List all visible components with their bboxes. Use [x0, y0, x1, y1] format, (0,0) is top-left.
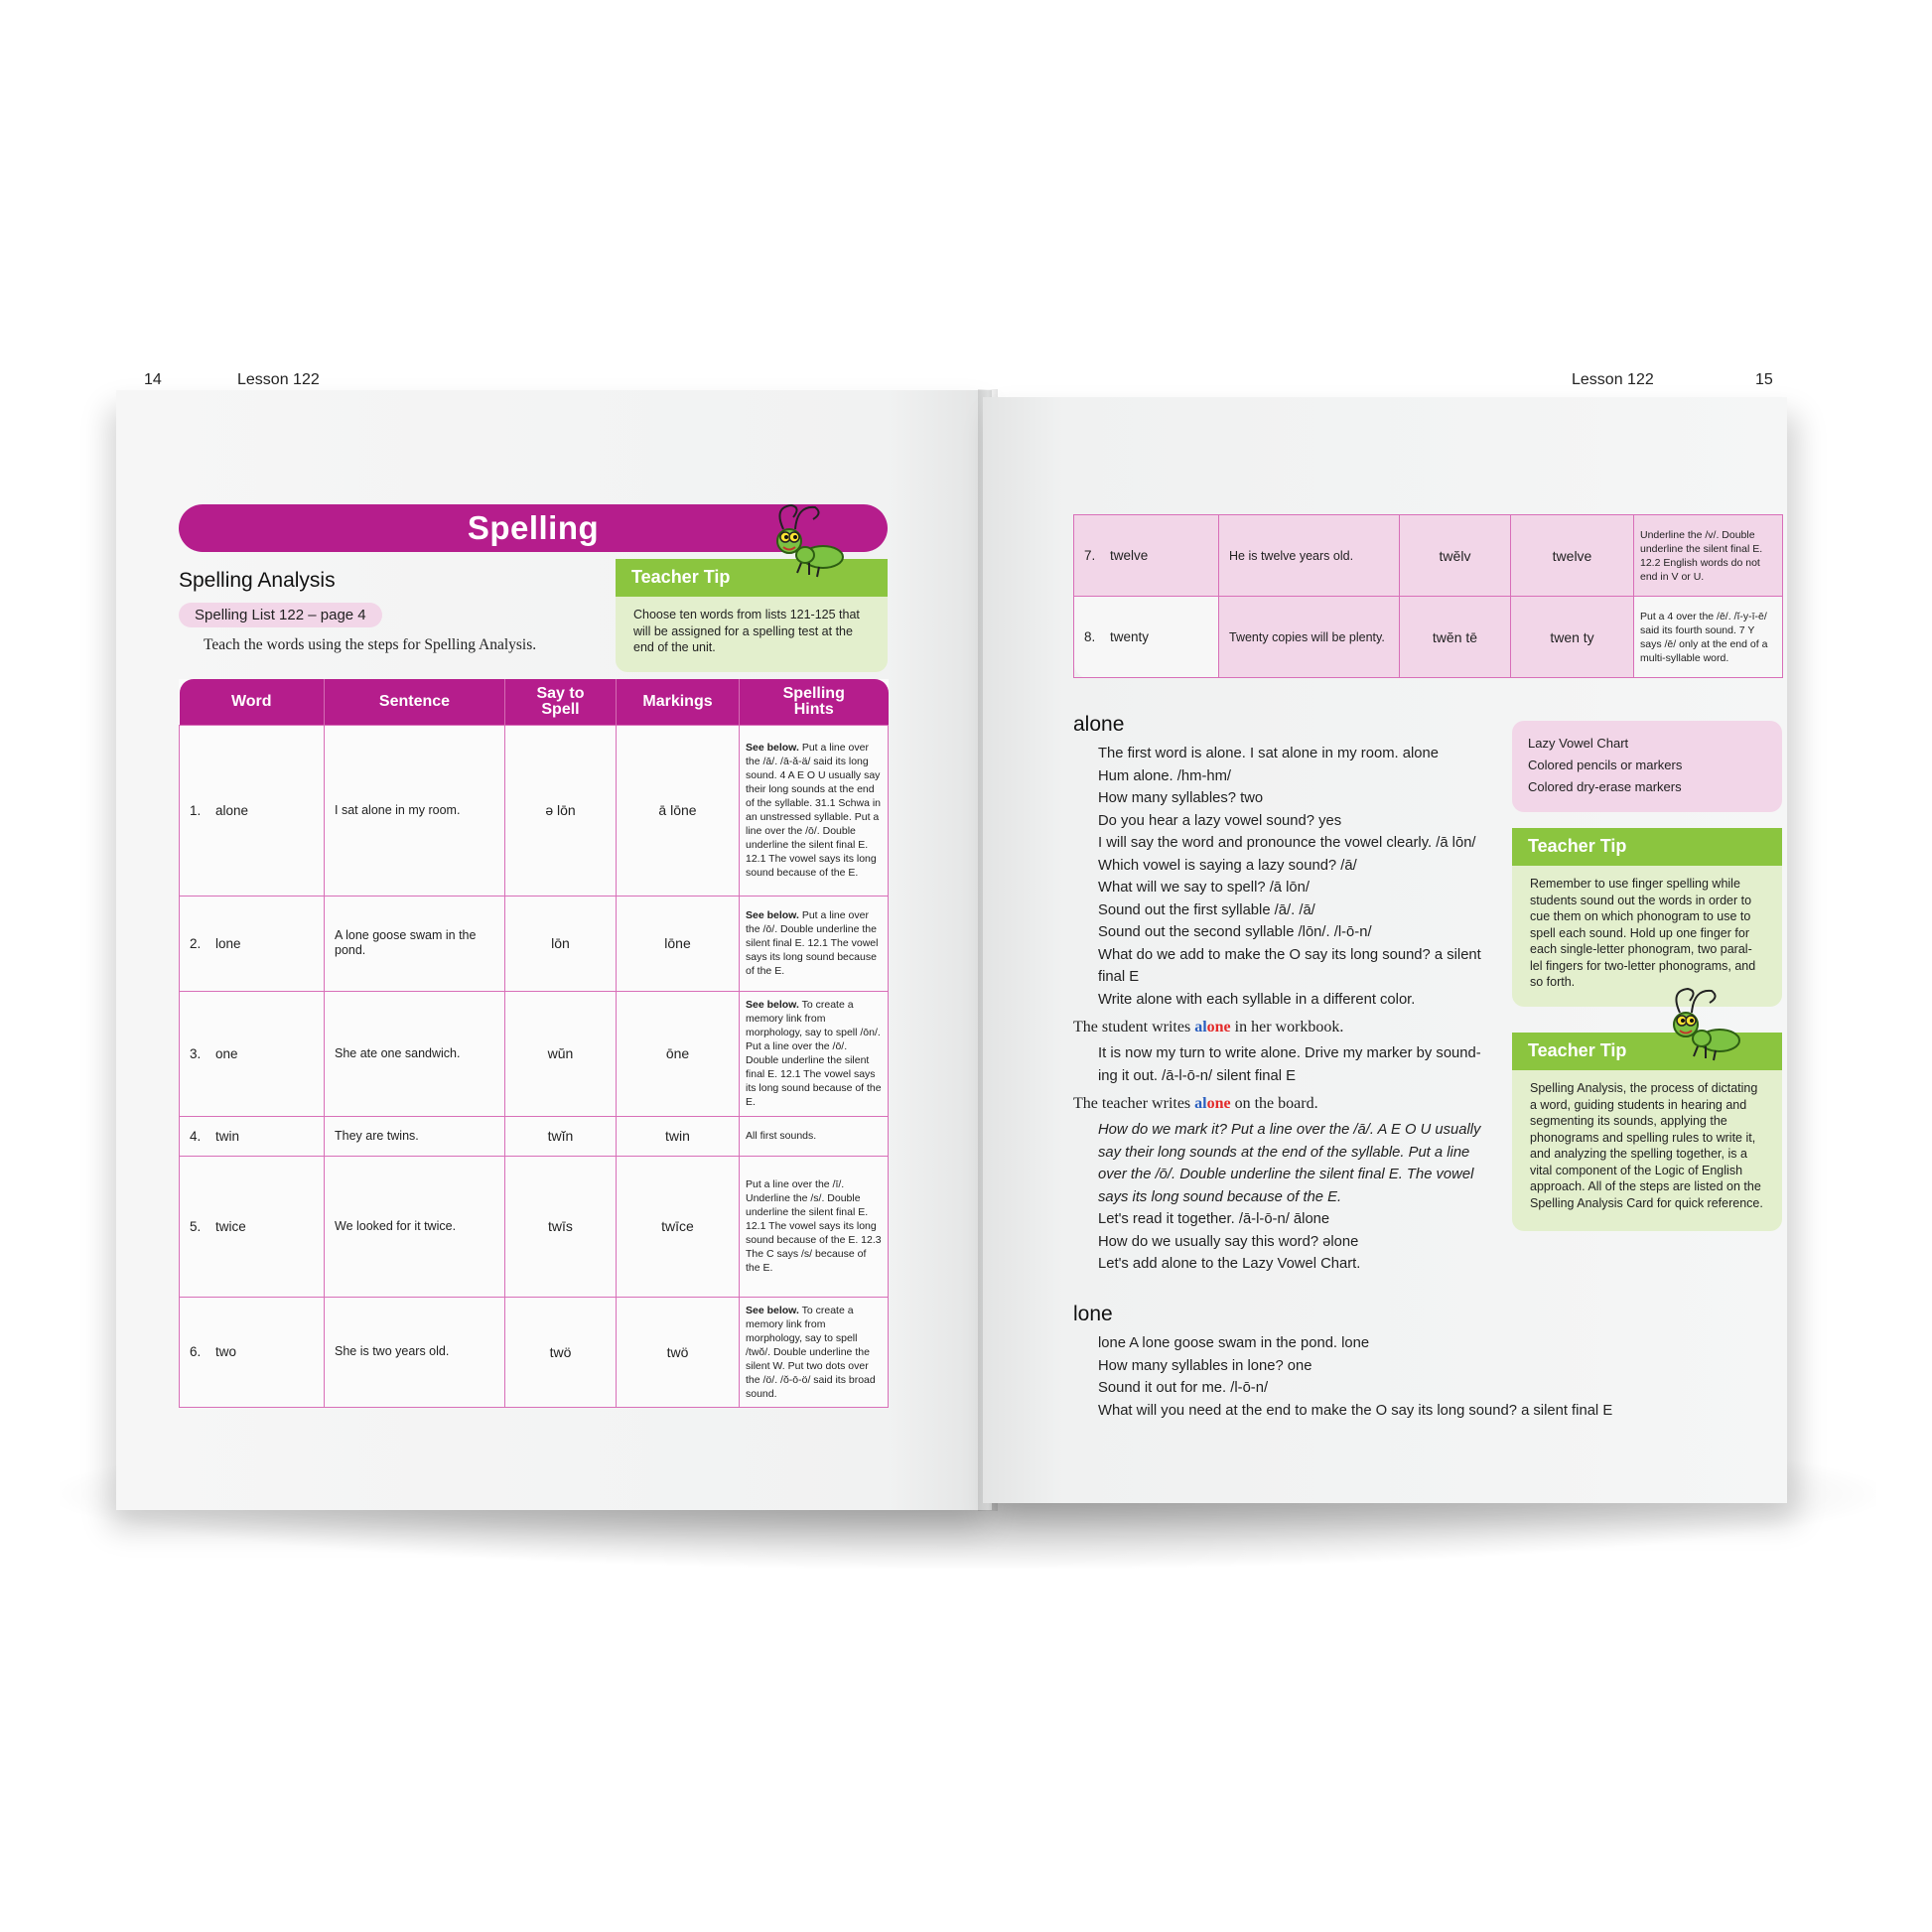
say-to-spell-cell: twīs — [505, 1156, 617, 1297]
sentence-cell: A lone goose swam in the pond. — [325, 896, 505, 991]
instruction-line: What do we add to make the O say its long sound? a silent — [1098, 946, 1481, 963]
instruction-line: How do we mark it? Put a line over the /ā/. A E O U usually — [1098, 1122, 1481, 1138]
teacher-instructions — [1098, 1119, 1480, 1276]
instruction-line: lone A lone goose swam in the pond. lone — [1098, 1335, 1370, 1351]
say-to-spell-cell: twĕn tē — [1400, 597, 1511, 678]
word: alone — [215, 802, 249, 818]
tip-line: Choose ten words from lists 121-125 that — [633, 608, 860, 621]
instruction-line: How do we usually say this word? ǝlone — [1098, 1233, 1359, 1250]
student-instructions — [1098, 1042, 1481, 1087]
markings-cell: twin — [617, 1116, 740, 1156]
hint-cell: Underline the /v/. Double underline the silent final E. 12.2 English words do not end in V or U. — [1634, 515, 1783, 597]
tip-line: end of the unit. — [633, 640, 716, 654]
instruction-line: say their long sounds at the end of the syllable. Put a line — [1098, 1144, 1470, 1161]
word: one — [215, 1045, 238, 1061]
page-number: 15 — [1755, 371, 1773, 388]
instruction-line: Sound it out for me. /l-ō-n/ — [1098, 1380, 1269, 1396]
table-row — [180, 896, 889, 991]
word: twice — [215, 1218, 246, 1234]
tip-line: segmenting its sounds, applying the — [1530, 1114, 1727, 1128]
instruction-line: The first word is alone. I sat alone in my room. alone — [1098, 746, 1439, 761]
word-heading-lone: lone — [1073, 1303, 1113, 1325]
instruction-line: How many syllables? two — [1098, 790, 1264, 806]
instruction-line: says its long sound because of the E. — [1098, 1188, 1342, 1205]
material-item: Colored pencils or markers — [1528, 758, 1683, 772]
spelling-list-pill: Spelling List 122 – page 4 — [179, 603, 382, 627]
word: lone — [215, 935, 241, 951]
syllable-1: al — [1194, 1019, 1207, 1035]
row-number: 4. — [190, 1128, 202, 1144]
hint-text: All first sounds. — [746, 1130, 817, 1142]
section-title: Spelling Analysis — [179, 569, 336, 592]
row-number: 8. — [1084, 629, 1096, 644]
say-to-spell-cell: twĕlv — [1400, 515, 1511, 597]
syllable-1: al — [1194, 1095, 1207, 1112]
tip-line: will be assigned for a spelling test at the — [633, 623, 853, 638]
ant-mascot-icon — [1658, 983, 1757, 1062]
tip-line: and analyzing the spelling together, is a — [1530, 1147, 1747, 1161]
markings-cell: twelve — [1511, 515, 1634, 597]
alone-instructions — [1098, 743, 1481, 1011]
word-cell — [180, 725, 325, 896]
sentence-cell: Twenty copies will be plenty. — [1219, 597, 1400, 678]
text: The teacher writes — [1073, 1095, 1195, 1112]
row-number: 7. — [1084, 548, 1096, 563]
instruction-line: over the /ō/. Double underline the silent final E. The vowel — [1098, 1167, 1474, 1182]
say-to-spell-cell: lōn — [505, 896, 617, 991]
col-header-word: Word — [180, 679, 325, 725]
teacher-tip-title: Teacher Tip — [1512, 828, 1782, 866]
row-number: 1. — [190, 802, 202, 818]
teacher-tip-box-spelling-analysis — [1512, 1033, 1782, 1231]
tip-line: spell each sound. Hold up one finger for — [1530, 925, 1749, 940]
student-writes-line — [1073, 1019, 1343, 1036]
hint-bold: See below. — [746, 909, 799, 921]
instruction-line: ing it out. /ā-l-ō-n/ silent final E — [1098, 1067, 1297, 1084]
teacher-tip-title: Teacher Tip — [616, 559, 888, 597]
tip-line: Spelling Analysis, the process of dictating — [1530, 1081, 1758, 1095]
page-number: 14 — [144, 371, 162, 388]
word: two — [215, 1344, 237, 1359]
word-heading-alone: alone — [1073, 713, 1125, 736]
instruction-line: Write alone with each syllable in a different color. — [1098, 991, 1416, 1008]
instruction-line: final E — [1098, 969, 1140, 985]
materials-box — [1512, 721, 1782, 812]
teacher-tip-text — [616, 597, 888, 666]
hint-cell — [740, 991, 889, 1116]
hint-cell — [740, 725, 889, 896]
ant-mascot-icon — [761, 499, 861, 579]
banner-title: Spelling — [467, 509, 600, 546]
col-header-say-to-spell: Say to Spell — [505, 679, 617, 725]
instruction-line: What will you need at the end to make the O say its long sound? a silent final E — [1098, 1402, 1613, 1419]
tip-line: Remember to use finger spelling while — [1530, 877, 1740, 891]
hint-cell — [740, 896, 889, 991]
teacher-writes-line — [1073, 1095, 1318, 1113]
row-number: 6. — [190, 1344, 202, 1359]
lesson-label: Lesson 122 — [1572, 371, 1654, 388]
hint-text: Put a line over the /ō/. Double underline the silent final E. 12.1 The vowel says its long sound because of the E. — [746, 909, 879, 977]
word-cell — [1074, 515, 1219, 597]
table-row — [180, 1297, 889, 1407]
spelling-table-continued — [1073, 514, 1783, 678]
table-row — [1074, 515, 1783, 597]
hint-text: To create a memory link from morphology, say to spell /twŏ/. Double underline the silent W. Put two dots over the /ö/. /ŏ-ō-ö/ said its broad sound. — [746, 1304, 876, 1400]
teacher-tip-box-finger-spelling — [1512, 828, 1782, 1007]
sentence-cell: I sat alone in my room. — [325, 725, 505, 896]
syllable-2: one — [1206, 1019, 1231, 1035]
hint-bold: See below. — [746, 742, 799, 754]
say-to-spell-cell: ǝ lōn — [505, 725, 617, 896]
table-row — [1074, 597, 1783, 678]
syllable-2: one — [1206, 1095, 1231, 1112]
table-row — [180, 991, 889, 1116]
table-header-row — [180, 679, 889, 725]
col-header-markings: Markings — [617, 679, 740, 725]
tip-line: vital component of the Logic of English — [1530, 1163, 1743, 1177]
table-row — [180, 725, 889, 896]
word-cell — [1074, 597, 1219, 678]
hint-text: To create a memory link from morphology, say to spell /ōn/. Put a line over the /ō/. Double underline the silent final E. 12.1 The vowel says its long sound because of the E. — [746, 999, 882, 1108]
right-page — [983, 371, 1787, 1503]
spelling-table — [179, 679, 889, 1408]
tip-line: approach. All of the steps are listed on the — [1530, 1179, 1761, 1193]
instruction-line: How many syllables in lone? one — [1098, 1357, 1312, 1374]
instruction-line: It is now my turn to write alone. Drive my marker by sound- — [1098, 1045, 1481, 1061]
lesson-label: Lesson 122 — [237, 371, 320, 388]
hint-text: Put a line over the /ī/. Underline the /s/. Double underline the silent final E. 12.1 The vowel says its long sound because of the E. 12.3 The C says /s/ because of the E. — [746, 1178, 882, 1274]
word-cell — [180, 1156, 325, 1297]
material-item: Colored dry-erase markers — [1528, 779, 1682, 794]
tip-line: phonograms and spelling rules to write it, — [1530, 1130, 1756, 1145]
instruction-line: I will say the word and pronounce the vowel clearly. /ā lōn/ — [1098, 835, 1476, 851]
word-cell — [180, 1116, 325, 1156]
say-to-spell-cell: wŭn — [505, 991, 617, 1116]
teacher-tip-title: Teacher Tip — [1512, 1033, 1782, 1070]
tip-line: cue them on which phonogram to use to — [1530, 909, 1751, 923]
hint-cell — [740, 1297, 889, 1407]
say-to-spell-cell: twĭn — [505, 1116, 617, 1156]
markings-cell: ā lōne — [617, 725, 740, 896]
col-header-sentence: Sentence — [325, 679, 505, 725]
sentence-cell: She ate one sandwich. — [325, 991, 505, 1116]
row-number: 3. — [190, 1045, 202, 1061]
tip-line: lel fingers for two-letter phonograms, and — [1530, 958, 1756, 973]
hint-cell — [740, 1116, 889, 1156]
instruction-line: Do you hear a lazy vowel sound? yes — [1098, 812, 1342, 829]
instruction-line: Which vowel is saying a lazy sound? /ā/ — [1098, 857, 1357, 874]
word-cell — [180, 896, 325, 991]
tip-line: a word, guiding students in hearing and — [1530, 1097, 1747, 1112]
row-number: 2. — [190, 935, 202, 951]
sentence-cell: She is two years old. — [325, 1297, 505, 1407]
text: in her workbook. — [1230, 1019, 1344, 1035]
tip-line: each single-letter phonogram, two paral- — [1530, 942, 1752, 956]
teacher-tip-text — [1512, 866, 1782, 1001]
instruction-line: Let's read it together. /ā-l-ō-n/ ālone — [1098, 1211, 1330, 1227]
row-number: 5. — [190, 1218, 202, 1234]
say-to-spell-cell: twö — [505, 1297, 617, 1407]
hint-text: Put a line over the /ā/. /ā-ǎ-ä/ said its long sound. 4 A E O U usually say their long sounds at the end of the syllable. 31.1 Schwa in an unstressed syllable. Put a line over the /ō/. Double underline the silent final E. 12.1 The vowel says its long sound because of the E. — [746, 742, 881, 879]
intro-text: Teach the words using the steps for Spelling Analysis. — [204, 636, 537, 653]
instruction-line: Let's add alone to the Lazy Vowel Chart. — [1098, 1256, 1361, 1272]
tip-line: so forth. — [1530, 975, 1576, 989]
table-row — [180, 1116, 889, 1156]
col-header-spelling-hints: Spelling Hints — [740, 679, 889, 725]
material-item: Lazy Vowel Chart — [1528, 736, 1629, 751]
markings-cell: ōne — [617, 991, 740, 1116]
instruction-line: Sound out the second syllable /lōn/. /l-ō-n/ — [1098, 924, 1372, 940]
tip-line: students sound out the words in order to — [1530, 893, 1752, 907]
word: twin — [215, 1128, 240, 1144]
left-page — [116, 371, 992, 1510]
instruction-line: Hum alone. /hm-hm/ — [1098, 767, 1232, 784]
word-cell — [180, 991, 325, 1116]
hint-cell — [740, 1156, 889, 1297]
markings-cell: twīce — [617, 1156, 740, 1297]
markings-cell: twen ty — [1511, 597, 1634, 678]
lone-instructions — [1098, 1332, 1612, 1422]
tip-line: Spelling Analysis Card for quick reference. — [1530, 1195, 1763, 1210]
table-row — [180, 1156, 889, 1297]
instruction-line: What will we say to spell? /ā lōn/ — [1098, 880, 1311, 896]
text: The student writes — [1073, 1019, 1195, 1035]
sentence-cell: He is twelve years old. — [1219, 515, 1400, 597]
text: on the board. — [1230, 1095, 1318, 1112]
instruction-line: Sound out the first syllable /ā/. /ā/ — [1098, 901, 1315, 918]
hint-cell: Put a 4 over the /ē/. /ĭ-y-ī-ē/ said its fourth sound. 7 Y says /ē/ only at the end of a multi-syllable word. — [1634, 597, 1783, 678]
hint-bold: See below. — [746, 999, 799, 1011]
teacher-tip-text — [1512, 1070, 1782, 1221]
hint-bold: See below. — [746, 1304, 799, 1316]
word: twelve — [1110, 548, 1149, 563]
sentence-cell: They are twins. — [325, 1116, 505, 1156]
word: twenty — [1110, 629, 1150, 644]
word-cell — [180, 1297, 325, 1407]
markings-cell: lōne — [617, 896, 740, 991]
sentence-cell: We looked for it twice. — [325, 1156, 505, 1297]
markings-cell: twö — [617, 1297, 740, 1407]
